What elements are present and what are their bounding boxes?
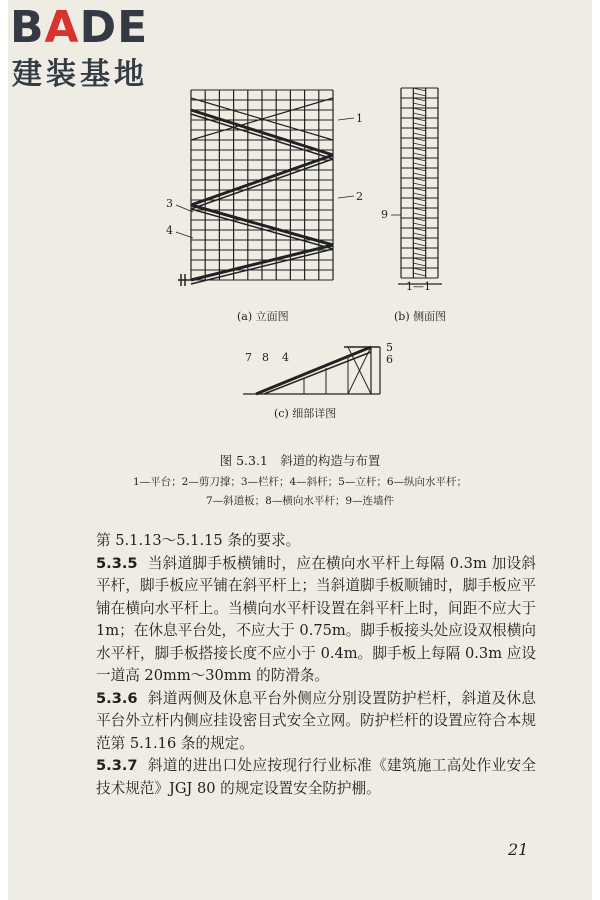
drawing-line xyxy=(413,223,426,226)
caption-elevation: (a) 立面图 xyxy=(237,310,289,323)
label-2: 2 xyxy=(356,190,363,203)
drawing-line xyxy=(413,143,426,146)
figure-legend-line-2: 7—斜道板；8—横向水平杆；9—连墙件 xyxy=(205,495,395,507)
caption-detail: (c) 细部详图 xyxy=(274,407,337,420)
page-number: 21 xyxy=(508,840,529,859)
drawing-line xyxy=(264,352,371,394)
clause-number: 5.3.5 xyxy=(96,554,138,572)
label-1: 1 xyxy=(356,112,363,125)
label-3: 3 xyxy=(166,197,173,210)
drawing-line xyxy=(413,233,426,236)
body-text xyxy=(96,530,536,800)
drawing-line xyxy=(413,153,426,156)
drawing-line xyxy=(338,196,354,198)
brand-logo: BADE xyxy=(10,2,149,53)
drawing-line xyxy=(413,183,426,186)
label-9: 9 xyxy=(381,208,388,221)
caption-side: (b) 侧面图 xyxy=(394,310,447,323)
detail-label-4: 4 xyxy=(282,351,289,364)
clause-number: 5.3.7 xyxy=(96,757,138,774)
section-label: 1—1 xyxy=(406,280,431,293)
clause-text: 斜道的进出口处应按现行行业标准《建筑施工高处作业安全技术规范》JGJ 80 的规定设置安全防护棚。 xyxy=(96,757,536,797)
drawing-line xyxy=(413,123,426,126)
drawing-line xyxy=(413,113,426,116)
drawing-line xyxy=(413,253,426,256)
clause-5-3-5 xyxy=(96,553,536,688)
clause-text: 斜道两侧及休息平台外侧应分别设置防护栏杆，斜道及休息平台外立杆内侧应挂设密目式安全立网。防护栏杆的设置应符合本规范第 5.1.16 条的规定。 xyxy=(96,689,536,752)
detail-label-8: 8 xyxy=(262,351,269,364)
drawing-line xyxy=(413,193,426,196)
clause-text: 当斜道脚手板横铺时，应在横向水平杆上每隔 0.3m 加设斜平杆，脚手板应平铺在斜平杆上；当斜道脚手板顺铺时，脚手板应平铺在横向水平杆上。当横向水平杆设置在斜平杆上时，间距不应大于 1m；在休息平台处，不应大于 0.75m。脚手板接头处应设双根横向水平杆，脚手板搭接长度不应小于 0.4m。脚手板上每隔 0.3m 应设一道高 20mm～30mm 的防滑条。 xyxy=(96,554,536,684)
clause-number: 5.3.6 xyxy=(96,689,138,707)
label-4: 4 xyxy=(166,224,173,237)
clause-5-3-6 xyxy=(96,688,536,756)
ramp-figure xyxy=(8,0,592,450)
brand-logo-subtitle: 建装基地 xyxy=(12,57,148,92)
drawing-line xyxy=(413,163,426,166)
clause-5-3-7 xyxy=(96,755,536,800)
drawing-line xyxy=(413,173,426,176)
side-view-drawing xyxy=(391,88,442,284)
figure-title: 图 5.3.1 斜道的构造与布置 xyxy=(219,453,381,468)
drawing-line xyxy=(413,273,426,276)
drawing-line xyxy=(413,103,426,106)
paragraph-continuation: 第 5.1.13～5.1.15 条的要求。 xyxy=(96,532,301,549)
drawing-line xyxy=(413,268,426,271)
drawing-line xyxy=(256,347,371,394)
drawing-line xyxy=(413,213,426,216)
drawing-line xyxy=(413,263,426,266)
drawing-line xyxy=(413,203,426,206)
detail-label-5: 5 xyxy=(386,341,393,354)
detail-label-6: 6 xyxy=(386,353,393,366)
figure-legend-line-1: 1—平台；2—剪刀撑；3—栏杆；4—斜杆；5—立杆；6—纵向水平杆； xyxy=(132,476,468,488)
drawing-line xyxy=(413,93,426,96)
drawing-line xyxy=(413,243,426,246)
drawing-line xyxy=(413,258,426,261)
detail-label-7: 7 xyxy=(245,351,252,364)
elevation-view-drawing xyxy=(176,90,354,286)
document-page xyxy=(8,0,592,900)
drawing-line xyxy=(338,118,354,120)
drawing-line xyxy=(413,133,426,136)
